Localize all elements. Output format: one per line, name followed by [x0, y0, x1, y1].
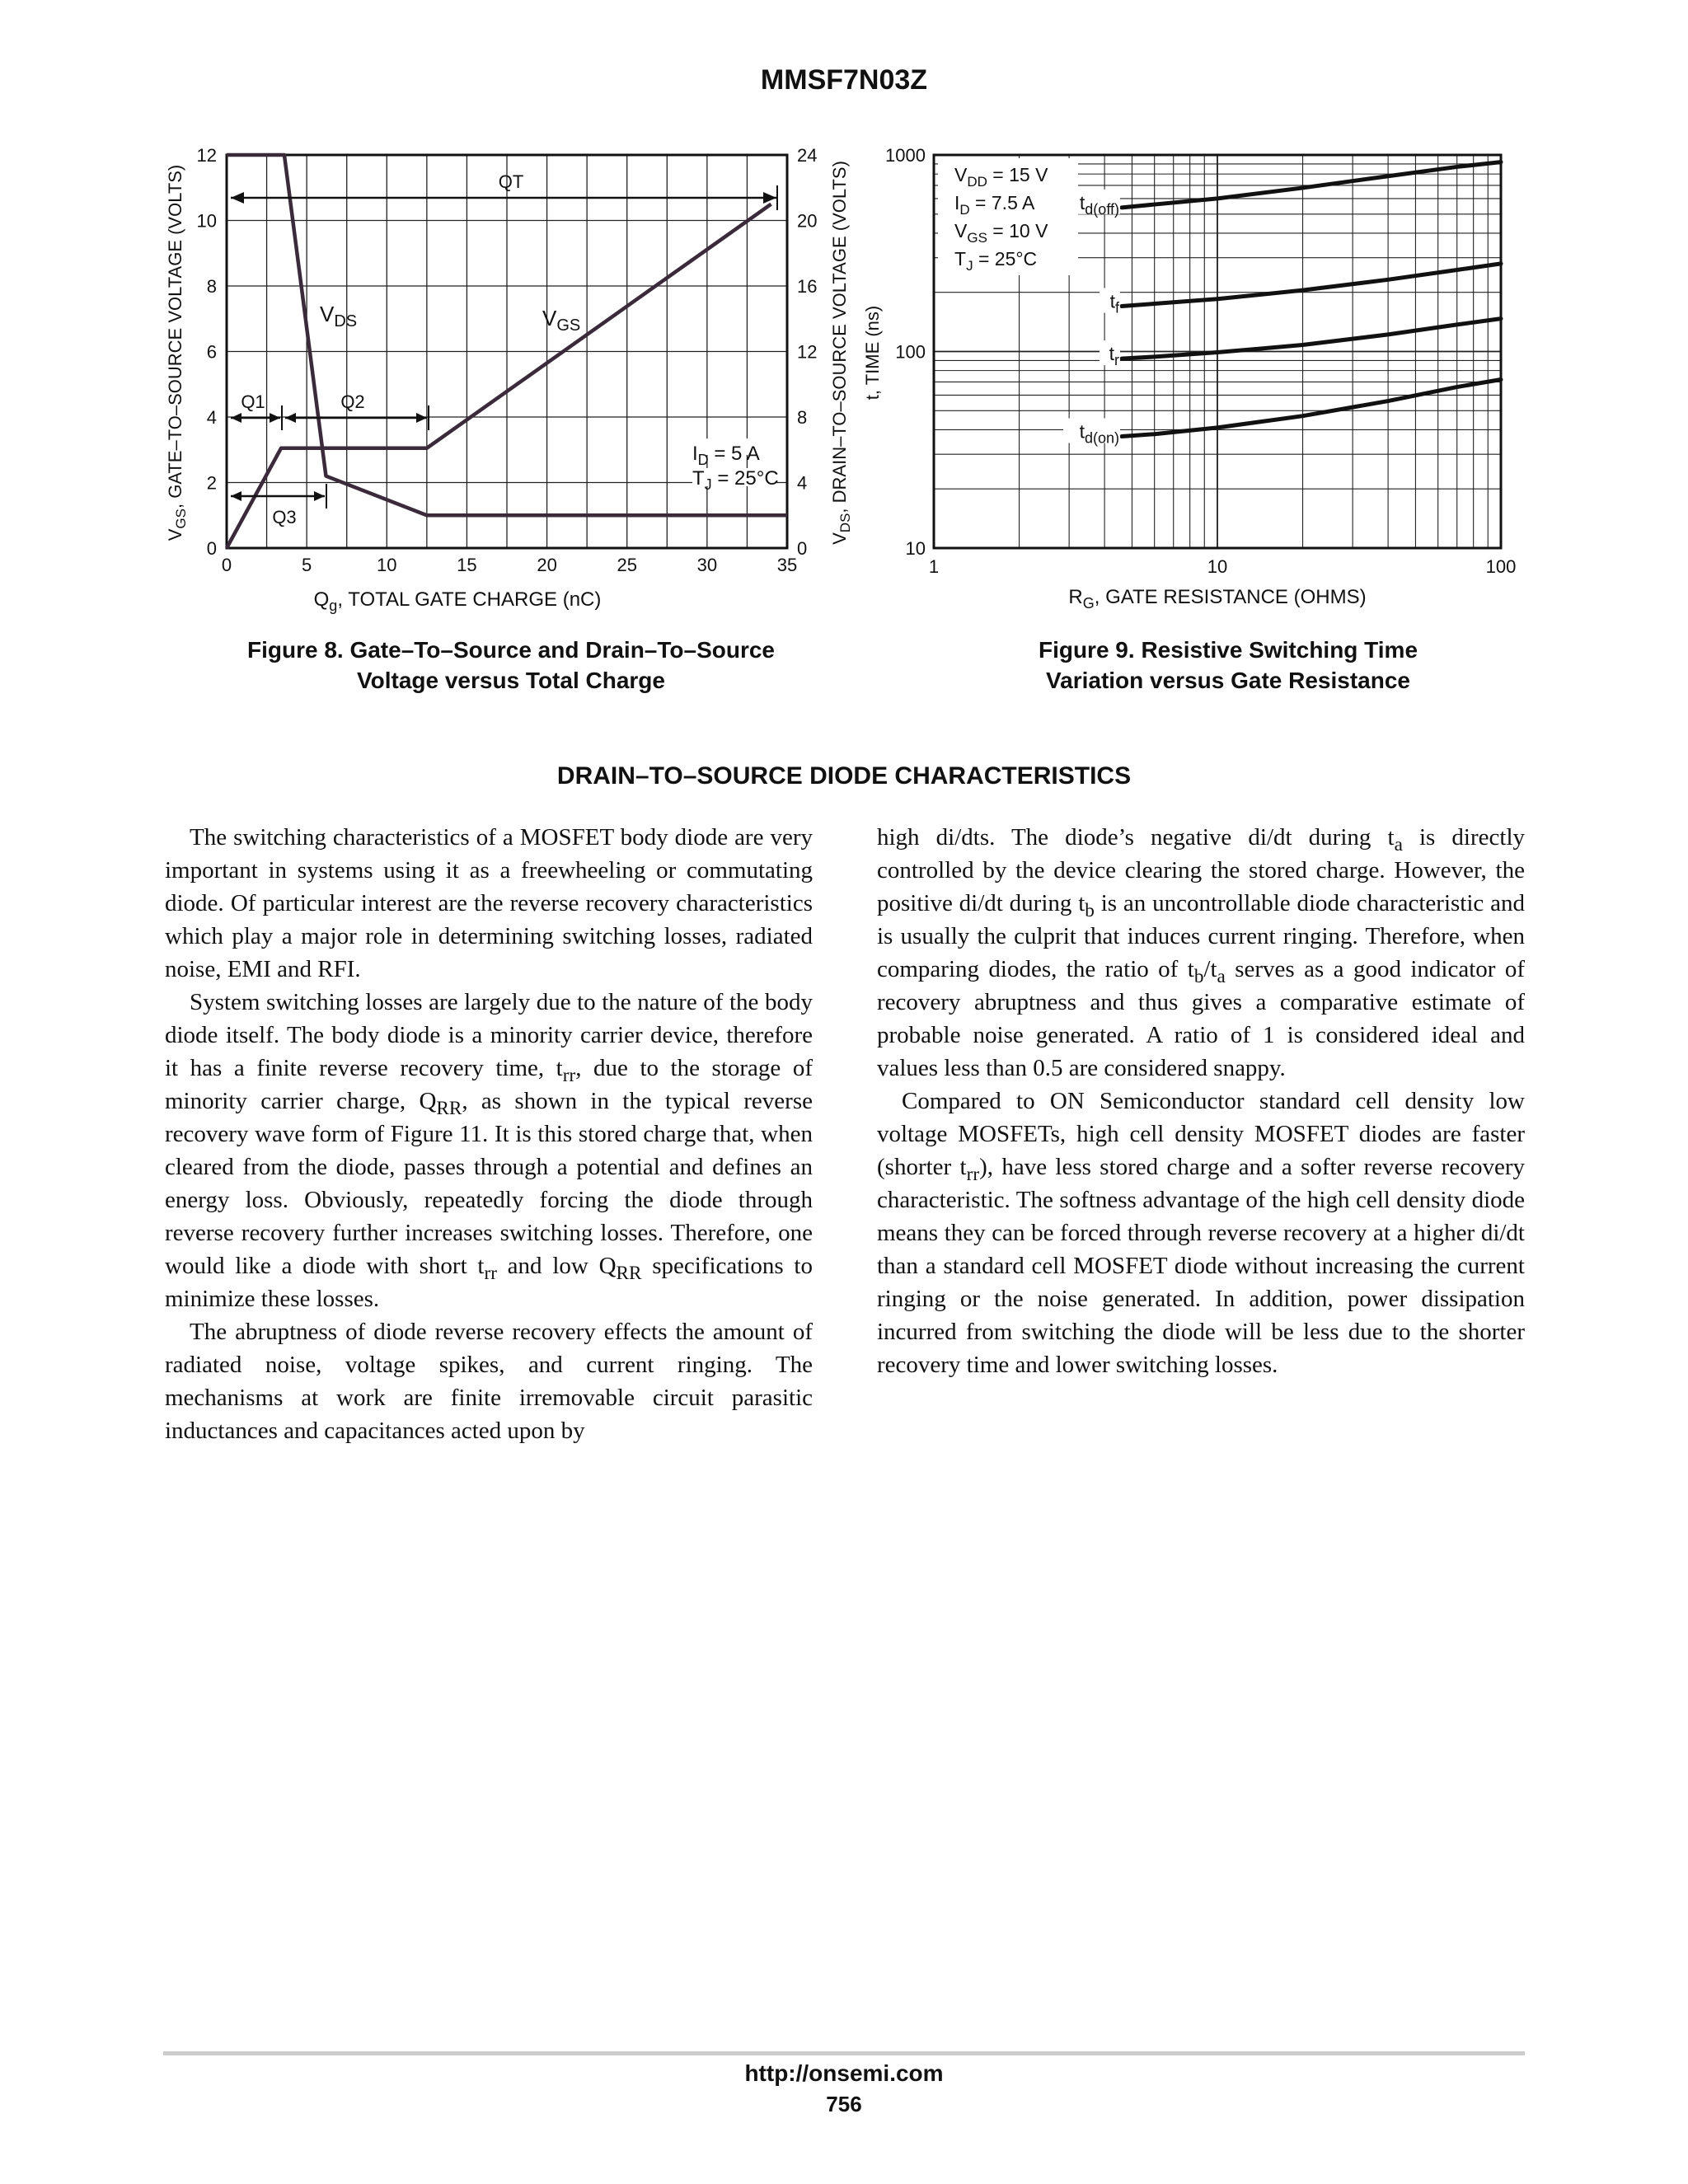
figure-9-y-axis-label: t, TIME (ns): [862, 305, 883, 401]
figure-8-chart: [148, 140, 874, 626]
test-condition: $V_{DD} = 15$ V: [954, 164, 1048, 190]
curve-label-tdoff: $t_{d(off)}$: [1079, 191, 1119, 218]
y-right-tick-label: 16: [797, 276, 818, 297]
figure-8-caption-line2: Voltage versus Total Charge: [357, 668, 665, 693]
figure-9-chart: [849, 140, 1574, 626]
body-paragraph: Compared to ON Semiconductor standard cell density low voltage MOSFETs, high cell density MOSFET diodes are faster (shorter $t_{rr}$), have less stored charge and a softer reverse recovery characteristic. The softness advantage of the high cell density diode means they can be forced through reverse recovery at a higher di/dt than a standard cell MOSFET diode without increasing the current ringing or the noise generated. In addition, power dissipation incurred from switching the diode will be less due to the shorter recovery time and lower switching losses.: [877, 1088, 1525, 1378]
q3-annotation: [231, 484, 326, 527]
figure-8-x-axis-label: $Q_g$, TOTAL GATE CHARGE (nC): [313, 588, 602, 614]
curve-label-tf: $t_f$: [1109, 290, 1119, 316]
page-number: 756: [826, 2092, 862, 2116]
body-paragraph: high di/dts. The diode’s negative di/dt during $t_a$ is directly controlled by the device clearing the stored charge. However, the positive di/dt during $t_b$ is an uncontrollable diode characteristic and is usually the culprit that induces current ringing. Therefore, when comparing diodes, the ratio of $t_b/t_a$ serves as a good indicator of recovery abruptness and thus gives a comparative estimate of probable noise generated. A ratio of 1 is considered ideal and values less than 0.5 are considered snappy.: [877, 824, 1526, 1081]
body-column-right: [877, 821, 1525, 1381]
figure-8-y-right-label: $V_{DS}$, DRAIN–TO–SOURCE VOLTAGE (VOLTS): [829, 161, 853, 545]
x-tick-label: 100: [1485, 556, 1517, 577]
body-column-left: [165, 821, 813, 1447]
figure-8-y-left-label: $V_{GS}$, GATE–TO–SOURCE VOLTAGE (VOLTS): [165, 164, 189, 541]
y-right-tick-label: 12: [797, 341, 818, 363]
tj-condition: $T_J = 25^\circ C$: [692, 467, 779, 493]
section-heading: DRAIN–TO–SOURCE DIODE CHARACTERISTICS: [556, 762, 1132, 790]
series-tf-line: [1122, 264, 1501, 307]
x-tick-label: 35: [776, 555, 798, 575]
y-left-tick-label: 4: [206, 407, 217, 428]
vds-curve-label: $V_{DS}$: [320, 302, 358, 330]
y-left-tick-label: 10: [196, 210, 217, 232]
vgs-curve-label: $V_{GS}$: [542, 306, 581, 335]
qt-annotation: [231, 171, 777, 210]
footer-divider: [163, 2051, 1525, 2055]
y-left-tick-label: 6: [206, 341, 217, 363]
document-title: MMSF7N03Z: [760, 64, 928, 96]
body-paragraph: System switching losses are largely due to the nature of the body diode itself. The body diode is a minority carrier device, therefore it has a finite reverse recovery time, $t_{rr}$, due to the storage of minority carrier charge, $Q_{RR}$, as shown in the typical reverse recovery wave form of Figure 11. It is this stored charge that, when cleared from the diode, passes through a potential and defines an energy loss. Obviously, repeatedly forcing the diode through reverse recovery further increases switching losses. Therefore, one would like a diode with short $t_{rr}$ and low $Q_{RR}$ specifications to minimize these losses.: [165, 989, 813, 1312]
x-tick-label: 0: [221, 555, 232, 575]
series-tr-line: [1122, 319, 1501, 359]
body-paragraph: The abruptness of diode reverse recovery effects the amount of radiated noise, voltage spikes, and current ringing. The mechanisms at work are finite irremovable circuit parasitic inductances and capacitances acted upon by: [165, 1319, 813, 1444]
y-tick-label: 10: [905, 538, 926, 559]
y-right-tick-label: 0: [797, 538, 808, 559]
y-tick-label: 1000: [885, 145, 926, 166]
figure-9-x-axis-label: $R_G$, GATE RESISTANCE (OHMS): [1068, 586, 1367, 612]
q3-label: Q3: [272, 507, 297, 527]
y-right-tick-label: 24: [797, 145, 818, 166]
test-condition: $I_D = 7.5$ A: [954, 192, 1035, 218]
y-right-tick-label: 4: [797, 472, 808, 494]
y-left-tick-label: 12: [196, 145, 217, 166]
x-tick-label: 1: [928, 556, 940, 577]
y-tick-label: 100: [895, 341, 926, 363]
x-tick-label: 5: [302, 555, 312, 575]
qt-label: QT: [498, 171, 524, 192]
x-tick-label: 25: [617, 555, 637, 575]
figure-9-svg: [849, 140, 1574, 626]
x-tick-label: 10: [1207, 556, 1228, 577]
series-tdoff-line: [1122, 162, 1501, 208]
test-condition: $V_{GS} = 10$ V: [954, 220, 1048, 246]
test-condition: $T_J = 25^\circ C$: [954, 248, 1038, 274]
x-tick-label: 20: [537, 555, 557, 575]
footer-url: http://onsemi.com: [744, 2060, 944, 2086]
figure-8-caption: [181, 635, 841, 696]
y-left-tick-label: 0: [206, 538, 217, 559]
figure-9-caption: [931, 635, 1525, 696]
q1-label: Q1: [241, 391, 265, 412]
q1-annotation: [231, 391, 282, 430]
id-condition: $I_D = 5$ A: [692, 443, 760, 468]
x-tick-label: 10: [377, 555, 397, 575]
figure-9-caption-line2: Variation versus Gate Resistance: [1046, 668, 1410, 693]
y-left-tick-label: 2: [206, 472, 217, 494]
curve-label-tdon: $t_{d(on)}$: [1079, 420, 1119, 447]
figure-8-svg: [148, 140, 874, 626]
figure-9-caption-line1: Figure 9. Resistive Switching Time: [1038, 637, 1418, 663]
x-tick-label: 30: [696, 555, 718, 575]
q2-label: Q2: [340, 391, 365, 412]
x-tick-label: 15: [457, 555, 477, 575]
y-left-tick-label: 8: [206, 276, 217, 297]
y-right-tick-label: 20: [797, 210, 818, 232]
body-paragraph: The switching characteristics of a MOSFET body diode are very important in systems using it as a freewheeling or commutating diode. Of particular interest are the reverse recovery characteristics which play a major role in determining switching losses, radiated noise, EMI and RFI.: [165, 824, 813, 982]
y-right-tick-label: 8: [797, 407, 808, 428]
curve-label-tr: $t_r$: [1109, 343, 1119, 369]
series-tdon-line: [1122, 380, 1501, 437]
figure-8-caption-line1: Figure 8. Gate–To–Source and Drain–To–Source: [246, 637, 776, 663]
